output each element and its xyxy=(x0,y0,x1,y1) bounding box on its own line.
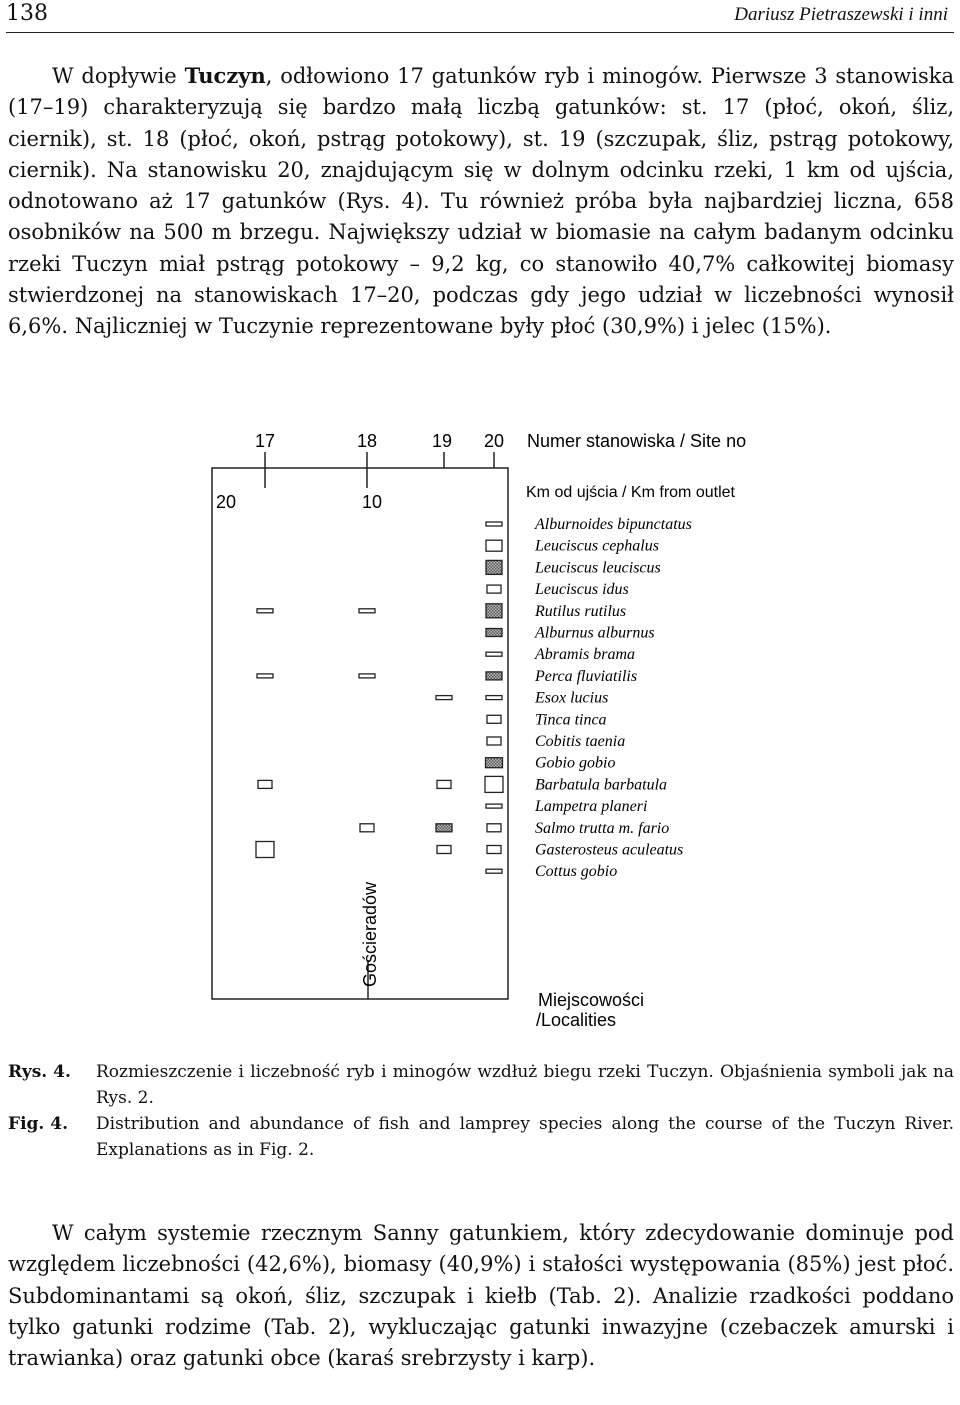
paragraph-lead: W dopływie xyxy=(52,64,185,88)
occurrence-symbol xyxy=(486,804,502,808)
occurrence-symbol xyxy=(257,609,273,613)
figure-caption-polish xyxy=(8,1059,954,1111)
figure-caption-english xyxy=(8,1111,954,1163)
paragraph-sanna-system xyxy=(8,1218,954,1374)
occurrence-symbol xyxy=(437,846,451,854)
species-label: Tinca tinca xyxy=(535,711,607,729)
occurrence-symbol xyxy=(437,780,451,788)
km-label: 20 xyxy=(215,492,237,512)
occurrence-symbol xyxy=(486,869,502,873)
caption-label-pl: Rys. 4. xyxy=(8,1062,71,1082)
km-axis-label: Km od ujścia / Km from outlet xyxy=(526,484,735,501)
species-label: Salmo trutta m. fario xyxy=(535,819,670,837)
page-number: 138 xyxy=(6,1,48,26)
occurrence-symbol xyxy=(487,824,501,832)
occurrence-symbol xyxy=(486,672,502,680)
occurrence-symbol xyxy=(487,737,501,745)
occurrence-symbol xyxy=(257,674,273,678)
occurrence-symbol xyxy=(486,696,502,700)
species-label: Esox lucius xyxy=(535,689,609,707)
species-label: Rutilus rutilus xyxy=(535,602,627,620)
occurrence-symbol xyxy=(436,824,452,832)
occurrence-symbol xyxy=(256,842,274,858)
species-label: Leuciscus idus xyxy=(535,581,629,599)
occurrence-symbol xyxy=(359,609,375,613)
site-axis-label: Numer stanowiska / Site no xyxy=(527,431,747,451)
occurrence-symbol xyxy=(258,780,272,788)
site-label: 18 xyxy=(356,431,378,451)
species-label: Alburnus alburnus xyxy=(535,624,655,642)
occurrence-symbol xyxy=(486,629,502,637)
species-label: Gobio gobio xyxy=(535,754,616,772)
paragraph-body-2: W całym systemie rzecznym Sanny gatunkiem, który zdecydowanie dominuje pod względem liczebności (42,6%), biomasy (40,9%) i stałości występowania (85%) jest płoć. Subdominantami są okoń, śliz, szczupak i kiełb (Tab. 2). Analizie rzadkości poddano tylko gatunki rodzime (Tab. 2), wykluczając gatunki inwazyjne (czebaczek amurski i trawianka) oraz gatunki obce (karaś srebrzysty i karp). xyxy=(8,1221,954,1371)
localities-label-line2: /Localities xyxy=(536,1010,617,1030)
caption-text-en: Distribution and abundance of fish and lamprey species along the course of the Tuczyn River. Explanations as in Fig. 2. xyxy=(96,1114,954,1160)
occurrence-symbol xyxy=(487,585,501,593)
species-label: Gasterosteus aculeatus xyxy=(535,841,684,859)
occurrence-symbol xyxy=(486,522,502,526)
paragraph-tuczyn xyxy=(8,60,954,343)
page-header xyxy=(6,0,954,33)
occurrence-symbol xyxy=(485,776,503,792)
species-label: Cottus gobio xyxy=(535,863,618,881)
species-label: Cobitis taenia xyxy=(535,733,626,750)
species-label: Perca fluviatilis xyxy=(535,667,638,685)
species-label: Abramis brama xyxy=(535,646,636,664)
species-label: Lampetra planeri xyxy=(535,798,648,816)
occurrence-symbol xyxy=(486,540,502,551)
running-head: Dariusz Pietraszewski i inni xyxy=(734,4,948,25)
site-label: 19 xyxy=(431,431,453,451)
caption-text-pl: Rozmieszczenie i liczebność ryb i minogów wzdłuż biegu rzeki Tuczyn. Objaśnienia symboli jak na Rys. 2. xyxy=(96,1062,954,1108)
species-label: Alburnoides bipunctatus xyxy=(535,516,692,533)
occurrence-symbol xyxy=(360,824,374,832)
species-label: Barbatula barbatula xyxy=(535,776,668,794)
occurrence-symbol xyxy=(486,758,503,768)
species-distribution-figure xyxy=(0,400,960,1040)
occurrence-symbol xyxy=(436,696,452,700)
occurrence-symbol xyxy=(487,715,501,723)
caption-label-en: Fig. 4. xyxy=(8,1114,68,1134)
river-name: Tuczyn xyxy=(184,63,266,88)
site-label: 20 xyxy=(483,431,505,451)
km-label: 10 xyxy=(361,492,383,512)
localities-label-line1: Miejscowości xyxy=(538,990,645,1010)
locality-label: Gościeradów xyxy=(360,881,380,987)
occurrence-symbol xyxy=(359,674,375,678)
occurrence-symbol xyxy=(486,560,502,574)
paragraph-body: , odłowiono 17 gatunków ryb i minogów. Pierwsze 3 stanowiska (17–19) charakteryzują się bardzo małą liczbą gatunków: st. 17 (płoć, okoń, śliz, ciernik), st. 18 (płoć, okoń, pstrąg potokowy), st. 19 (szczupak, śliz, pstrąg potokowy, ciernik). Na stanowisku 20, znajdującym się w dolnym odcinku rzeki, 1 km od ujścia, odnotowano aż 17 gatunków (Rys. 4). Tu również próba była najbardziej liczna, 658 osobników na 500 m brzegu. Największy udział w biomasie na całym badanym odcinku rzeki Tuczyn miał pstrąg potokowy – 9,2 kg, co stanowiło 40,7% całkowitej biomasy stwierdzonej na stanowiskach 17–20, podczas gdy jego udział w liczebności wynosił 6,6%. Najliczniej w Tuczynie reprezentowane były płoć (30,9%) i jelec (15%). xyxy=(8,64,954,339)
site-label: 17 xyxy=(254,431,276,451)
occurrence-symbol xyxy=(486,652,502,656)
occurrence-symbol xyxy=(486,604,502,618)
occurrence-symbol xyxy=(487,846,501,854)
species-label: Leuciscus leuciscus xyxy=(535,559,661,577)
species-label: Leuciscus cephalus xyxy=(535,537,659,555)
